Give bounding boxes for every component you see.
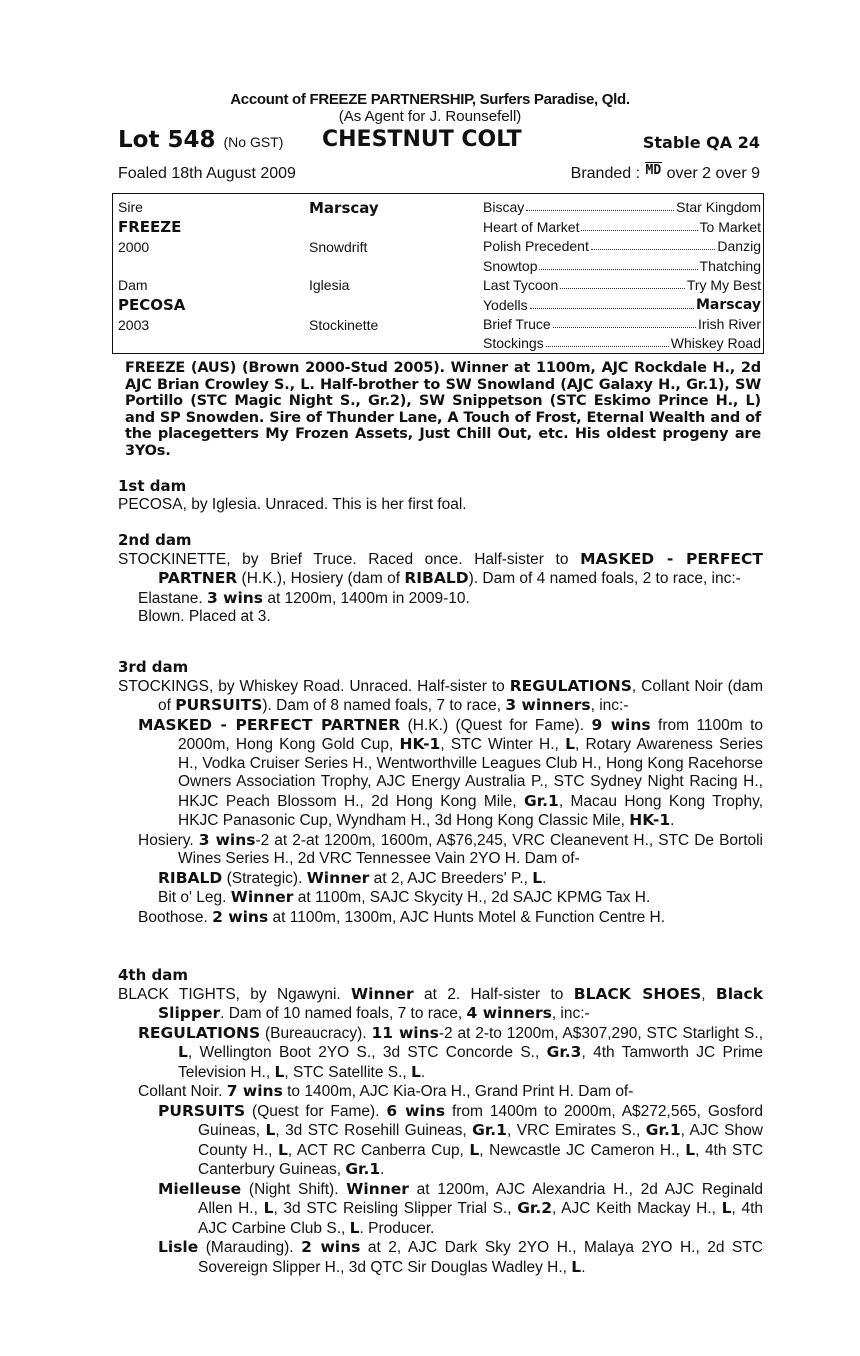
g3-row: Heart of Market To Market: [483, 219, 761, 235]
sire-sire: Marscay: [309, 199, 379, 217]
dam-label: Dam: [118, 277, 148, 293]
dam-sire: Iglesia: [309, 277, 350, 293]
agent-line: (As Agent for J. Rounsefell): [338, 108, 522, 125]
lot-line: [118, 127, 762, 159]
horse-description: CHESTNUT COLT: [322, 127, 522, 152]
g3-row: Yodells Marscay: [483, 297, 761, 313]
g3-row: Last Tycoon Try My Best: [483, 277, 761, 293]
dam-year: 2003: [118, 317, 150, 333]
progeny-entry: Blown. Placed at 3.: [138, 608, 271, 625]
second-dam-section: [118, 531, 763, 627]
sire-summary: FREEZE (AUS) (Brown 2000-Stud 2005). Winner at 1100m, AJC Rockdale H., 2d AJC Brian Crowley S., L. Half-brother to SW Snowland (AJC Galaxy H., Gr.1), SW Portillo (STC Magic Night S., Gr.2), SW Snippetson (STC Eskimo Prince H., L) and SP Snowden. Sire of Thunder Lane, A Touch of Frost, Eternal Wealth and of the placegetters My Frozen Assets, Just Chill Out, etc. His oldest progeny are 3YOs.: [125, 360, 761, 459]
brand-mark: MD: [645, 163, 662, 178]
sire-name: FREEZE: [118, 218, 182, 236]
g3-row: Stockings Whiskey Road: [483, 335, 761, 351]
grandprogeny-entry: Lisle (Marauding). 2 wins at 2, AJC Dark Sky 2YO H., Malaya 2YO H., 2d STC Sovereign Slipper H., 3d QTC Sir Douglas Wadley H., L.: [158, 1238, 763, 1276]
first-dam-section: [118, 477, 763, 514]
section-heading: 3rd dam: [118, 658, 189, 676]
grandprogeny-entry: RIBALD (Strategic). Winner at 2, AJC Breeders' P., L.: [158, 868, 547, 887]
third-dam-section: [118, 658, 763, 927]
lot-number: Lot 548 (No GST): [118, 127, 284, 153]
second-dam-text: STOCKINETTE, by Brief Truce. Raced once. Half-sister to MASKED - PERFECT PARTNER (H.K.), Hosiery (dam of RIBALD). Dam of 4 named foals, 2 to race, inc:-: [118, 549, 763, 587]
sire-dam: Snowdrift: [309, 239, 368, 255]
progeny-entry: Elastane. 3 wins at 1200m, 1400m in 2009-10.: [138, 588, 470, 607]
vendor-account: Account of FREEZE PARTNERSHIP, Surfers Paradise, Qld.: [230, 91, 630, 108]
gst-note: (No GST): [223, 134, 284, 150]
grandprogeny-entry: Bit o' Leg. Winner at 1100m, SAJC Skycity H., 2d SAJC KPMG Tax H.: [158, 888, 651, 906]
progeny-entry: REGULATIONS (Bureaucracy). 11 wins-2 at 2-to 1200m, A$307,290, STC Starlight S., L, Wellington Boot 2YO S., 3d STC Concorde S., Gr.3, 4th Tamworth JC Prime Television H., L, STC Satellite S., L.: [138, 1023, 763, 1081]
progeny-entry: Hosiery. 3 wins-2 at 2-at 1200m, 1600m, A$76,245, VRC Cleanevent H., STC De Bortoli Wines Series H., 2d VRC Tennessee Vain 2YO H. Dam of-: [138, 830, 764, 867]
grandprogeny-entry: Mielleuse (Night Shift). Winner at 1200m, AJC Alexandria H., 2d AJC Reginald Allen H., L, 3d STC Reisling Slipper Trial S., Gr.2, AJC Keith Mackay H., L, 4th AJC Carbine Club S., L. Producer.: [158, 1179, 764, 1237]
g3-row: Biscay Star Kingdom: [483, 199, 761, 215]
progeny-entry: Boothose. 2 wins at 1100m, 1300m, AJC Hunts Motel & Function Centre H.: [138, 907, 666, 926]
fourth-dam-section: [118, 966, 763, 1277]
section-heading: 1st dam: [118, 477, 187, 495]
grandprogeny-entry: PURSUITS (Quest for Fame). 6 wins from 1400m to 2000m, A$272,565, Gosford Guineas, L, 3d STC Rosehill Guineas, Gr.1, VRC Emirates S., Gr.1, AJC Show County H., L, ACT RC Canberra Cup, L, Newcastle JC Cameron H., L, 4th STC Canterbury Guineas, Gr.1.: [158, 1101, 764, 1178]
stable-code: Stable QA 24: [642, 133, 760, 152]
dam-name: PECOSA: [118, 296, 186, 314]
fourth-dam-text: BLACK TIGHTS, by Ngawyni. Winner at 2. Half-sister to BLACK SHOES, Black Slipper. Dam of 10 named foals, 7 to race, 4 winners, inc:-: [118, 984, 764, 1022]
brand-info: Branded : MD over 2 over 9: [570, 163, 760, 182]
progeny-entry: MASKED - PERFECT PARTNER (H.K.) (Quest for Fame). 9 wins from 1100m to 2000m, Hong Kong Gold Cup, HK-1, STC Winter H., L, Rotary Awareness Series H., Vodka Cruiser Series H., Wentworthville Leagues Club H., Hong Kong Racehorse Owners Association Trophy, AJC Energy Australia P., STC Sydney Night Racing H., HKJC Peach Blossom H., 2d Hong Kong Mile, Gr.1, Macau Hong Kong Trophy, HKJC Panasonic Cup, Wyndham H., 3d Hong Kong Classic Mile, HK-1.: [138, 715, 764, 829]
first-dam-text: PECOSA, by Iglesia. Unraced. This is her first foal.: [118, 495, 467, 513]
dam-dam: Stockinette: [309, 317, 379, 333]
section-heading: 4th dam: [118, 966, 188, 984]
sire-year: 2000: [118, 239, 150, 255]
sire-label: Sire: [118, 199, 143, 215]
g3-row: Polish Precedent Danzig: [483, 238, 761, 254]
g3-row: Snowtop Thatching: [483, 258, 761, 274]
pedigree-table: [112, 193, 764, 354]
third-dam-text: STOCKINGS, by Whiskey Road. Unraced. Half-sister to REGULATIONS, Collant Noir (dam of PURSUITS). Dam of 8 named foals, 7 to race, 3 winners, inc:-: [118, 676, 763, 714]
foaled-date: Foaled 18th August 2009: [118, 165, 296, 182]
progeny-entry: Collant Noir. 7 wins to 1400m, AJC Kia-Ora H., Grand Print H. Dam of-: [138, 1082, 634, 1100]
section-heading: 2nd dam: [118, 531, 192, 549]
g3-row: Brief Truce Irish River: [483, 316, 761, 332]
